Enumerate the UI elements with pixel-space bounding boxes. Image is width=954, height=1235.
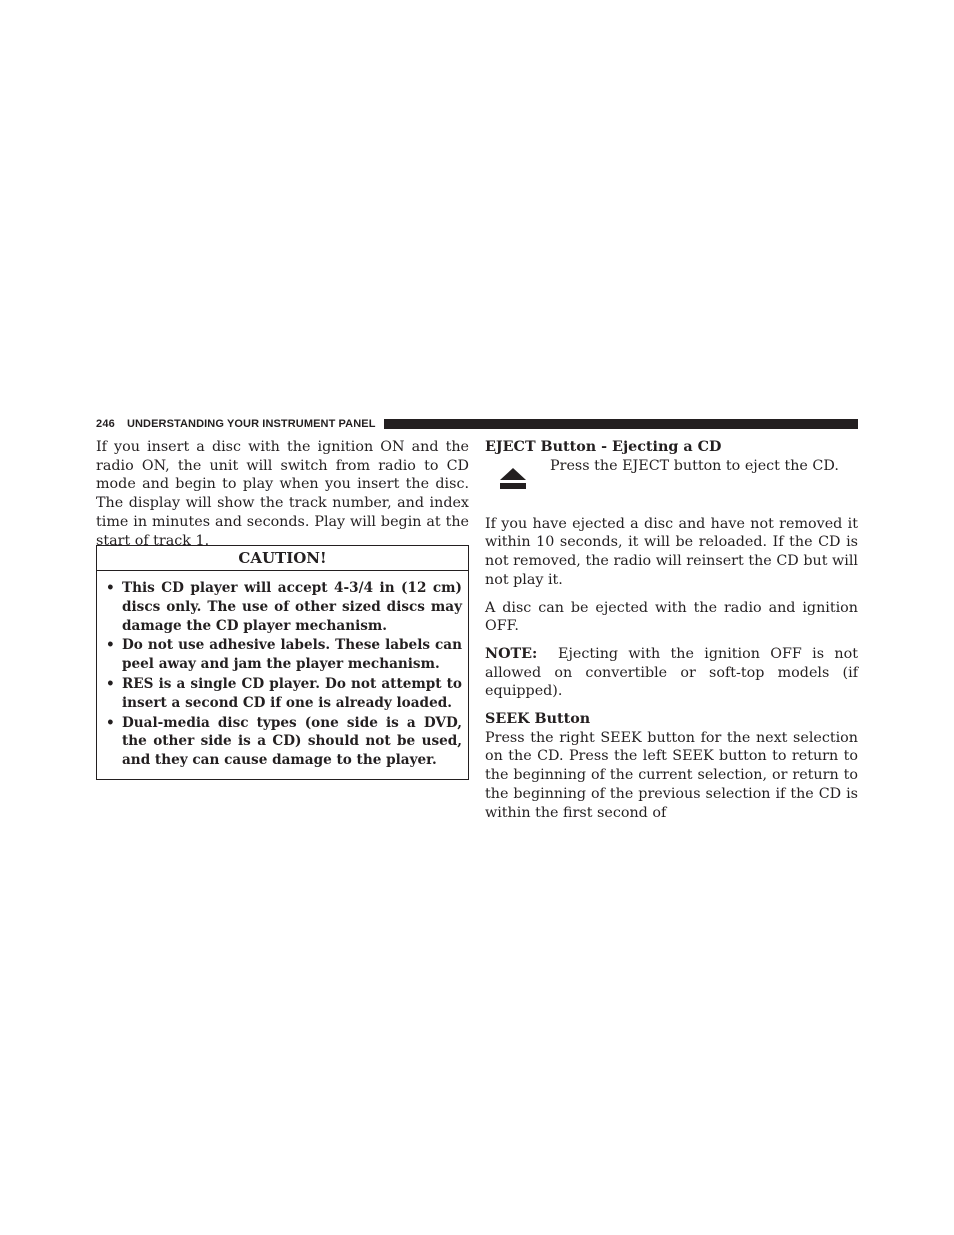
- intro-paragraph: If you insert a disc with the ignition ON and the radio ON, the unit will switch from radio to CD mode and begin to play when you insert the disc. The display will show the track number, and index time in minutes and seconds. Play will begin at the start of track 1.: [96, 439, 469, 549]
- caution-item: [106, 714, 462, 770]
- bullet-icon: •: [106, 637, 115, 654]
- caution-title: CAUTION!: [97, 546, 468, 571]
- caution-list: [97, 571, 468, 770]
- caution-item: [106, 675, 462, 713]
- section-title: UNDERSTANDING YOUR INSTRUMENT PANEL: [126, 418, 376, 430]
- caution-box: [96, 545, 469, 780]
- note-paragraph: [485, 645, 858, 701]
- reload-paragraph: If you have ejected a disc and have not removed it within 10 seconds, it will be reloaded. If the CD is not removed, the radio will reinsert the CD but will not play it.: [485, 515, 858, 588]
- left-column: [96, 438, 469, 550]
- note-label: NOTE:: [485, 645, 538, 662]
- bullet-icon: •: [106, 714, 115, 731]
- bullet-icon: •: [106, 580, 115, 596]
- caution-item-text: RES is a single CD player. Do not attempt to insert a second CD if one is already loaded.: [122, 675, 462, 711]
- caution-item-text: Do not use adhesive labels. These labels can peel away and jam the player mechanism.: [122, 637, 462, 673]
- caution-item-text: Dual-media disc types (one side is a DVD, the other side is a CD) should not be used, and they can cause damage to the player.: [122, 714, 462, 769]
- seek-paragraph: Press the right SEEK button for the next selection on the CD. Press the left SEEK button to return to the beginning of the current selection, or return to the beginning of the previous selection if the CD is within the first second of: [485, 729, 858, 821]
- right-column: [485, 438, 858, 822]
- page-number: 246: [96, 418, 115, 430]
- caution-item: [106, 636, 462, 674]
- seek-heading: SEEK Button: [485, 711, 591, 728]
- eject-instruction: Press the EJECT button to eject the CD.: [550, 457, 839, 474]
- off-paragraph: A disc can be ejected with the radio and ignition OFF.: [485, 599, 858, 635]
- note-text: Ejecting with the ignition OFF is not allowed on convertible or soft-top models (if equipped).: [485, 645, 858, 700]
- bullet-icon: •: [106, 675, 115, 692]
- eject-instruction-row: [485, 457, 858, 515]
- page-header: [96, 417, 858, 431]
- header-rule-bar: [384, 419, 858, 429]
- caution-item-text: This CD player will accept 4-3/4 in (12 cm) discs only. The use of other sized discs may damage the CD player mechanism.: [122, 580, 462, 634]
- eject-icon: [499, 468, 527, 490]
- caution-item: [106, 579, 462, 635]
- eject-heading: EJECT Button - Ejecting a CD: [485, 439, 722, 455]
